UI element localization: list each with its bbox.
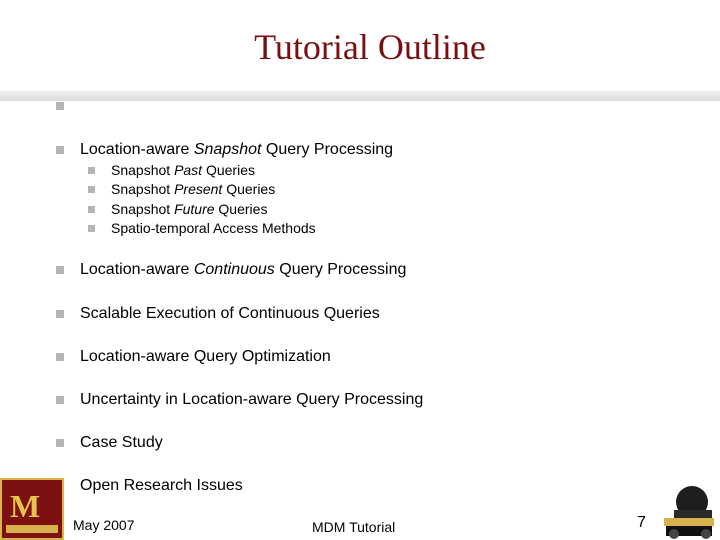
outline-item-text: Query Processing [274, 261, 407, 278]
sub-item-emphasis: Present [174, 181, 223, 197]
bullet-icon [88, 206, 95, 213]
slide-title: Tutorial Outline [254, 27, 486, 67]
outline-item-uncertainty: Uncertainty in Location-aware Query Processing [80, 391, 424, 408]
outline-item-emphasis: Snapshot [193, 141, 262, 158]
sub-item-text: Snapshot [111, 162, 175, 178]
sub-item-past [111, 162, 255, 178]
outline-item-text: Query Processing [261, 141, 394, 158]
bullet-icon [88, 186, 95, 193]
sub-item-text: Queries [202, 162, 255, 178]
outline-item-case-study: Case Study [80, 434, 163, 451]
purdue-logo-icon [658, 478, 720, 540]
outline-item-snapshot [80, 141, 393, 159]
outline-item-continuous [80, 261, 406, 279]
outline-item-emphasis: Continuous [193, 261, 275, 278]
university-logo-left: M [0, 478, 64, 540]
sub-item-text: Queries [222, 181, 276, 197]
bullet-icon [88, 225, 95, 232]
sub-item-emphasis: Past [174, 162, 203, 178]
bullet-icon [56, 102, 64, 110]
sub-item-emphasis: Future [174, 201, 215, 217]
bullet-icon [56, 396, 64, 404]
bullet-icon [56, 353, 64, 361]
sub-item-access-methods: Spatio-temporal Access Methods [111, 220, 316, 236]
outline-item-text: Location-aware [80, 141, 194, 158]
page-number: 7 [637, 514, 646, 531]
sub-item-text: Snapshot [111, 181, 175, 197]
bullet-icon [56, 310, 64, 318]
bullet-icon [56, 146, 64, 154]
bullet-icon [88, 167, 95, 174]
sub-item-text: Snapshot [111, 201, 175, 217]
bullet-icon [56, 439, 64, 447]
sub-item-present [111, 181, 275, 197]
sub-item-text: Queries [214, 201, 268, 217]
outline-item-open-issues: Open Research Issues [80, 477, 243, 494]
footer-date: May 2007 [73, 517, 135, 533]
footer-title: MDM Tutorial [312, 519, 396, 535]
outline-item-optimization: Location-aware Query Optimization [80, 348, 331, 365]
bullet-icon [56, 266, 64, 274]
outline-item-scalable: Scalable Execution of Continuous Queries [80, 305, 380, 322]
outline-item-text: Location-aware [80, 261, 194, 278]
sub-item-future [111, 201, 267, 217]
